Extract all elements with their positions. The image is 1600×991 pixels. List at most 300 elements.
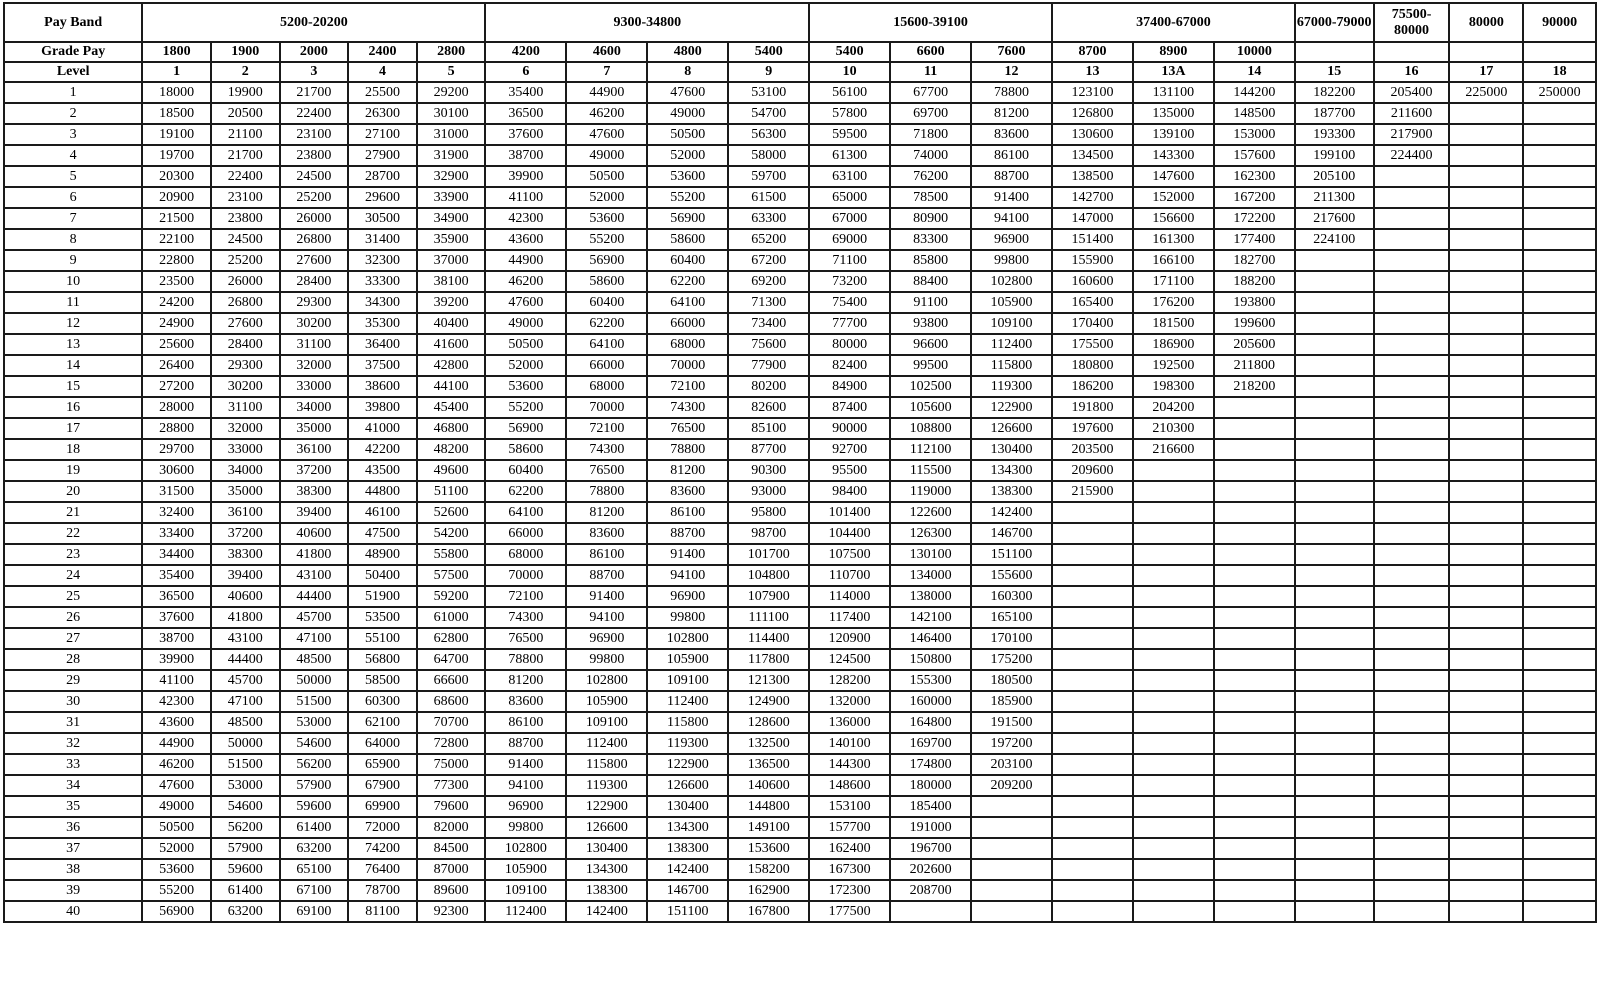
pay-value-cell: 56900	[566, 250, 647, 271]
pay-value-cell: 167200	[1214, 187, 1295, 208]
pay-value-cell: 112400	[566, 733, 647, 754]
pay-value-cell	[1374, 859, 1450, 880]
pay-value-cell	[1133, 565, 1214, 586]
pay-value-cell: 37000	[417, 250, 486, 271]
pay-value-cell: 54600	[211, 796, 280, 817]
pay-value-cell	[1374, 628, 1450, 649]
pay-value-cell	[1052, 859, 1133, 880]
pay-value-cell: 50500	[485, 334, 566, 355]
table-row	[4, 670, 1596, 691]
pay-value-cell	[1133, 859, 1214, 880]
pay-value-cell	[971, 796, 1052, 817]
pay-value-cell	[1052, 544, 1133, 565]
grade-pay-cell	[1449, 42, 1523, 62]
pay-value-cell: 41000	[348, 418, 417, 439]
pay-value-cell: 250000	[1523, 82, 1596, 103]
pay-value-cell: 53100	[728, 82, 809, 103]
pay-value-cell	[1523, 376, 1596, 397]
pay-value-cell: 76200	[890, 166, 971, 187]
pay-value-cell: 55200	[485, 397, 566, 418]
pay-value-cell: 108800	[890, 418, 971, 439]
table-row	[4, 649, 1596, 670]
pay-value-cell: 42300	[485, 208, 566, 229]
pay-value-cell: 211300	[1295, 187, 1374, 208]
pay-value-cell: 124900	[728, 691, 809, 712]
table-row	[4, 166, 1596, 187]
pay-value-cell: 79600	[417, 796, 486, 817]
pay-value-cell: 56800	[348, 649, 417, 670]
pay-value-cell: 134000	[890, 565, 971, 586]
pay-value-cell	[1449, 208, 1523, 229]
pay-value-cell: 32000	[280, 355, 349, 376]
grade-pay-header: Grade Pay	[4, 42, 142, 62]
pay-value-cell: 70000	[566, 397, 647, 418]
table-row	[4, 103, 1596, 124]
pay-value-cell: 52000	[647, 145, 728, 166]
pay-value-cell: 217900	[1374, 124, 1450, 145]
pay-value-cell	[1214, 460, 1295, 481]
pay-value-cell	[1295, 691, 1374, 712]
pay-value-cell	[1214, 754, 1295, 775]
pay-value-cell	[1052, 754, 1133, 775]
pay-value-cell	[1133, 691, 1214, 712]
pay-value-cell: 70000	[647, 355, 728, 376]
row-index-cell: 26	[4, 607, 142, 628]
pay-value-cell: 20900	[142, 187, 211, 208]
table-row	[4, 439, 1596, 460]
pay-value-cell: 153100	[809, 796, 890, 817]
pay-value-cell: 144200	[1214, 82, 1295, 103]
pay-value-cell: 33000	[280, 376, 349, 397]
pay-value-cell: 32400	[142, 502, 211, 523]
row-index-cell: 32	[4, 733, 142, 754]
pay-value-cell: 34000	[211, 460, 280, 481]
table-row	[4, 250, 1596, 271]
table-row	[4, 796, 1596, 817]
pay-value-cell: 36500	[142, 586, 211, 607]
row-index-cell: 30	[4, 691, 142, 712]
pay-value-cell: 155600	[971, 565, 1052, 586]
pay-value-cell: 55200	[566, 229, 647, 250]
pay-value-cell	[1052, 607, 1133, 628]
pay-value-cell: 96900	[485, 796, 566, 817]
pay-value-cell: 105900	[971, 292, 1052, 313]
pay-value-cell: 180500	[971, 670, 1052, 691]
pay-value-cell: 53000	[280, 712, 349, 733]
pay-value-cell	[1214, 502, 1295, 523]
level-header: Level	[4, 62, 142, 82]
level-cell: 13	[1052, 62, 1133, 82]
pay-value-cell	[1374, 313, 1450, 334]
pay-value-cell: 55100	[348, 628, 417, 649]
pay-value-cell: 26300	[348, 103, 417, 124]
pay-value-cell: 156600	[1133, 208, 1214, 229]
pay-value-cell	[1523, 334, 1596, 355]
pay-value-cell: 58600	[485, 439, 566, 460]
pay-value-cell	[1295, 271, 1374, 292]
pay-value-cell	[1523, 544, 1596, 565]
pay-value-cell: 62200	[647, 271, 728, 292]
pay-value-cell: 34300	[348, 292, 417, 313]
pay-value-cell: 138500	[1052, 166, 1133, 187]
pay-value-cell: 51900	[348, 586, 417, 607]
pay-value-cell	[1374, 649, 1450, 670]
pay-value-cell: 24500	[280, 166, 349, 187]
pay-value-cell	[1374, 523, 1450, 544]
pay-value-cell	[1052, 817, 1133, 838]
pay-value-cell: 72100	[566, 418, 647, 439]
pay-value-cell	[1052, 796, 1133, 817]
pay-value-cell: 94100	[647, 565, 728, 586]
pay-value-cell	[1374, 250, 1450, 271]
pay-value-cell	[1374, 754, 1450, 775]
pay-value-cell: 56300	[728, 124, 809, 145]
pay-value-cell: 19900	[211, 82, 280, 103]
pay-value-cell	[1295, 712, 1374, 733]
pay-value-cell: 46200	[485, 271, 566, 292]
pay-value-cell: 39400	[280, 502, 349, 523]
table-row	[4, 313, 1596, 334]
pay-value-cell: 44100	[417, 376, 486, 397]
pay-value-cell: 25600	[142, 334, 211, 355]
pay-value-cell: 191800	[1052, 397, 1133, 418]
pay-value-cell: 57500	[417, 565, 486, 586]
pay-value-cell: 59500	[809, 124, 890, 145]
pay-value-cell: 56900	[647, 208, 728, 229]
pay-value-cell	[1295, 334, 1374, 355]
pay-value-cell	[1374, 271, 1450, 292]
pay-value-cell: 138300	[647, 838, 728, 859]
pay-value-cell	[1449, 124, 1523, 145]
pay-value-cell: 172300	[809, 880, 890, 901]
pay-value-cell	[1523, 880, 1596, 901]
pay-value-cell: 151100	[647, 901, 728, 922]
table-row	[4, 733, 1596, 754]
pay-value-cell: 117400	[809, 607, 890, 628]
pay-value-cell: 48900	[348, 544, 417, 565]
pay-value-cell: 217600	[1295, 208, 1374, 229]
pay-value-cell: 21700	[280, 82, 349, 103]
row-index-cell: 38	[4, 859, 142, 880]
pay-value-cell	[1523, 817, 1596, 838]
pay-value-cell: 58500	[348, 670, 417, 691]
grade-pay-cell: 10000	[1214, 42, 1295, 62]
grade-pay-cell: 2000	[280, 42, 349, 62]
pay-value-cell: 60400	[485, 460, 566, 481]
pay-value-cell: 33400	[142, 523, 211, 544]
pay-value-cell: 62200	[485, 481, 566, 502]
pay-value-cell: 25500	[348, 82, 417, 103]
pay-value-cell	[1523, 166, 1596, 187]
pay-value-cell	[1133, 817, 1214, 838]
pay-value-cell: 117800	[728, 649, 809, 670]
pay-value-cell: 49000	[566, 145, 647, 166]
pay-value-cell: 160600	[1052, 271, 1133, 292]
pay-value-cell: 46200	[142, 754, 211, 775]
pay-value-cell	[1523, 859, 1596, 880]
pay-value-cell	[1052, 670, 1133, 691]
pay-value-cell: 147600	[1133, 166, 1214, 187]
pay-matrix-table	[3, 2, 1597, 923]
row-index-cell: 19	[4, 460, 142, 481]
level-cell: 15	[1295, 62, 1374, 82]
level-cell: 8	[647, 62, 728, 82]
pay-value-cell: 138000	[890, 586, 971, 607]
pay-value-cell: 196700	[890, 838, 971, 859]
pay-value-cell	[1449, 754, 1523, 775]
pay-value-cell	[1133, 628, 1214, 649]
pay-value-cell: 30600	[142, 460, 211, 481]
pay-value-cell: 160300	[971, 586, 1052, 607]
pay-value-cell	[1449, 565, 1523, 586]
pay-value-cell: 31400	[348, 229, 417, 250]
pay-value-cell	[1523, 586, 1596, 607]
pay-value-cell: 92700	[809, 439, 890, 460]
pay-value-cell: 49600	[417, 460, 486, 481]
row-index-cell: 2	[4, 103, 142, 124]
pay-value-cell: 126300	[890, 523, 971, 544]
pay-value-cell	[1052, 733, 1133, 754]
pay-value-cell	[1295, 649, 1374, 670]
pay-value-cell: 28400	[211, 334, 280, 355]
pay-value-cell	[1523, 670, 1596, 691]
pay-value-cell: 151400	[1052, 229, 1133, 250]
pay-value-cell	[1295, 565, 1374, 586]
pay-value-cell: 27200	[142, 376, 211, 397]
pay-value-cell: 52000	[142, 838, 211, 859]
pay-value-cell: 26800	[280, 229, 349, 250]
pay-value-cell: 39900	[485, 166, 566, 187]
pay-value-cell: 198300	[1133, 376, 1214, 397]
pay-value-cell	[1052, 523, 1133, 544]
pay-value-cell: 39400	[211, 565, 280, 586]
table-row	[4, 334, 1596, 355]
pay-value-cell	[1449, 397, 1523, 418]
pay-value-cell	[1523, 292, 1596, 313]
pay-value-cell: 76500	[566, 460, 647, 481]
table-row	[4, 355, 1596, 376]
pay-value-cell: 51500	[280, 691, 349, 712]
pay-value-cell: 115800	[971, 355, 1052, 376]
pay-value-cell: 78800	[485, 649, 566, 670]
pay-value-cell	[1374, 670, 1450, 691]
pay-value-cell: 29300	[211, 355, 280, 376]
pay-value-cell: 71100	[809, 250, 890, 271]
pay-value-cell: 47100	[280, 628, 349, 649]
pay-value-cell: 43500	[348, 460, 417, 481]
pay-value-cell	[1214, 397, 1295, 418]
pay-value-cell	[1052, 691, 1133, 712]
pay-value-cell: 199600	[1214, 313, 1295, 334]
pay-value-cell: 180800	[1052, 355, 1133, 376]
pay-value-cell: 20500	[211, 103, 280, 124]
level-cell: 2	[211, 62, 280, 82]
pay-value-cell: 28400	[280, 271, 349, 292]
pay-value-cell: 53600	[485, 376, 566, 397]
pay-value-cell: 58600	[566, 271, 647, 292]
pay-value-cell: 68000	[647, 334, 728, 355]
pay-value-cell: 84900	[809, 376, 890, 397]
pay-value-cell	[1374, 355, 1450, 376]
pay-value-cell: 36400	[348, 334, 417, 355]
pay-value-cell	[1295, 313, 1374, 334]
level-cell: 12	[971, 62, 1052, 82]
pay-value-cell: 78800	[647, 439, 728, 460]
level-cell: 7	[566, 62, 647, 82]
pay-value-cell: 140600	[728, 775, 809, 796]
pay-value-cell	[1374, 817, 1450, 838]
pay-value-cell: 53000	[211, 775, 280, 796]
pay-value-cell: 191500	[971, 712, 1052, 733]
pay-value-cell: 54600	[280, 733, 349, 754]
pay-value-cell: 203500	[1052, 439, 1133, 460]
pay-value-cell	[1214, 712, 1295, 733]
pay-value-cell: 151100	[971, 544, 1052, 565]
table-row	[4, 691, 1596, 712]
table-row	[4, 586, 1596, 607]
pay-value-cell	[1214, 880, 1295, 901]
pay-value-cell: 182200	[1295, 82, 1374, 103]
pay-value-cell	[1052, 586, 1133, 607]
pay-value-cell: 146700	[971, 523, 1052, 544]
pay-value-cell: 78800	[971, 82, 1052, 103]
pay-value-cell: 102800	[971, 271, 1052, 292]
pay-value-cell: 98400	[809, 481, 890, 502]
pay-value-cell: 78800	[566, 481, 647, 502]
pay-value-cell: 43100	[280, 565, 349, 586]
pay-value-cell: 181500	[1133, 313, 1214, 334]
row-index-cell: 28	[4, 649, 142, 670]
pay-value-cell: 29700	[142, 439, 211, 460]
pay-value-cell: 94100	[566, 607, 647, 628]
pay-value-cell: 193300	[1295, 124, 1374, 145]
pay-value-cell	[1523, 145, 1596, 166]
pay-value-cell: 45700	[280, 607, 349, 628]
pay-value-cell: 134300	[647, 817, 728, 838]
pay-value-cell: 77700	[809, 313, 890, 334]
pay-value-cell: 84500	[417, 838, 486, 859]
pay-value-cell	[1523, 901, 1596, 922]
pay-value-cell	[1052, 628, 1133, 649]
pay-value-cell: 50500	[142, 817, 211, 838]
pay-value-cell: 211600	[1374, 103, 1450, 124]
pay-value-cell: 162300	[1214, 166, 1295, 187]
pay-value-cell: 146400	[890, 628, 971, 649]
pay-value-cell	[1449, 103, 1523, 124]
pay-value-cell: 160000	[890, 691, 971, 712]
pay-value-cell	[1374, 607, 1450, 628]
row-index-cell: 17	[4, 418, 142, 439]
pay-value-cell: 128200	[809, 670, 890, 691]
pay-value-cell	[1449, 691, 1523, 712]
pay-value-cell: 170400	[1052, 313, 1133, 334]
pay-value-cell: 104800	[728, 565, 809, 586]
pay-value-cell	[1523, 397, 1596, 418]
grade-pay-cell	[1523, 42, 1596, 62]
pay-value-cell: 66000	[566, 355, 647, 376]
table-row	[4, 817, 1596, 838]
pay-value-cell: 34000	[280, 397, 349, 418]
pay-value-cell: 130100	[890, 544, 971, 565]
pay-value-cell: 40600	[211, 586, 280, 607]
table-row	[4, 208, 1596, 229]
pay-value-cell	[1214, 481, 1295, 502]
pay-value-cell: 41100	[142, 670, 211, 691]
pay-value-cell	[1449, 880, 1523, 901]
pay-value-cell	[1449, 838, 1523, 859]
pay-value-cell: 30200	[211, 376, 280, 397]
row-index-cell: 33	[4, 754, 142, 775]
pay-value-cell: 64100	[647, 292, 728, 313]
pay-value-cell: 93000	[728, 481, 809, 502]
pay-value-cell: 30500	[348, 208, 417, 229]
pay-value-cell: 83600	[566, 523, 647, 544]
pay-value-cell: 65000	[809, 187, 890, 208]
pay-value-cell: 31500	[142, 481, 211, 502]
pay-value-cell: 185900	[971, 691, 1052, 712]
pay-value-cell: 69200	[728, 271, 809, 292]
row-index-cell: 34	[4, 775, 142, 796]
pay-value-cell: 144800	[728, 796, 809, 817]
pay-value-cell: 73400	[728, 313, 809, 334]
pay-value-cell: 35000	[280, 418, 349, 439]
pay-value-cell: 91400	[566, 586, 647, 607]
pay-value-cell: 109100	[971, 313, 1052, 334]
grade-pay-cell: 2800	[417, 42, 486, 62]
pay-value-cell	[1449, 817, 1523, 838]
pay-value-cell	[1295, 502, 1374, 523]
pay-value-cell: 74300	[647, 397, 728, 418]
pay-value-cell: 66600	[417, 670, 486, 691]
pay-value-cell: 197200	[971, 733, 1052, 754]
row-index-cell: 1	[4, 82, 142, 103]
pay-value-cell: 167300	[809, 859, 890, 880]
pay-value-cell: 19100	[142, 124, 211, 145]
pay-value-cell: 30200	[280, 313, 349, 334]
pay-value-cell: 111100	[728, 607, 809, 628]
pay-value-cell: 88700	[485, 733, 566, 754]
pay-value-cell: 33900	[417, 187, 486, 208]
pay-value-cell: 218200	[1214, 376, 1295, 397]
pay-value-cell: 166100	[1133, 250, 1214, 271]
pay-value-cell	[1523, 103, 1596, 124]
pay-value-cell	[1523, 208, 1596, 229]
table-row	[4, 775, 1596, 796]
pay-value-cell	[1295, 733, 1374, 754]
pay-value-cell: 57800	[809, 103, 890, 124]
grade-pay-cell: 6600	[890, 42, 971, 62]
pay-value-cell: 54200	[417, 523, 486, 544]
pay-value-cell: 147000	[1052, 208, 1133, 229]
pay-value-cell: 50000	[280, 670, 349, 691]
pay-value-cell: 199100	[1295, 145, 1374, 166]
pay-value-cell	[1295, 544, 1374, 565]
pay-value-cell: 153600	[728, 838, 809, 859]
pay-value-cell: 215900	[1052, 481, 1133, 502]
pay-value-cell: 132000	[809, 691, 890, 712]
pay-value-cell: 130400	[566, 838, 647, 859]
pay-value-cell: 90300	[728, 460, 809, 481]
pay-value-cell	[1133, 754, 1214, 775]
pay-value-cell: 87700	[728, 439, 809, 460]
pay-value-cell: 126600	[971, 418, 1052, 439]
pay-value-cell: 19700	[142, 145, 211, 166]
pay-value-cell	[1523, 271, 1596, 292]
pay-value-cell: 27600	[211, 313, 280, 334]
level-cell: 13A	[1133, 62, 1214, 82]
pay-value-cell	[1449, 355, 1523, 376]
pay-value-cell: 188200	[1214, 271, 1295, 292]
